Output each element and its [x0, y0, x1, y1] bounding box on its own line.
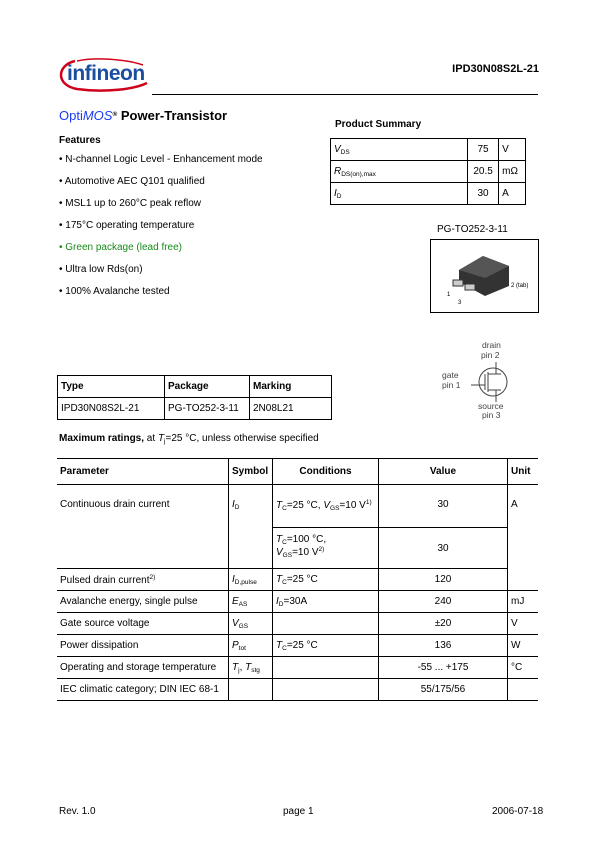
table-row: Avalanche energy, single pulse $E_{AS}$ $I_D=30A$ 240 mJ: [57, 591, 538, 613]
table-row: Power dissipation $P_{tot}$ $T_C=25$ °C 136 W: [57, 635, 538, 657]
table-row: $R_{DS(on),max}$ 20.5 mΩ: [331, 161, 526, 183]
footer-revision: Rev. 1.0: [59, 806, 96, 817]
feature-item: • N-channel Logic Level - Enhancement mode: [59, 154, 263, 165]
package-drawing-icon: [431, 240, 538, 312]
product-summary-heading: Product Summary: [335, 119, 422, 130]
table-row: $T_C=100$ °C, $V_{GS}=10$ $V^{2)}$ 30: [57, 528, 538, 569]
feature-item: • Automotive AEC Q101 qualified: [59, 176, 205, 187]
table-row: $I_D$ 30 A: [331, 183, 526, 205]
max-ratings-table: [57, 458, 538, 701]
table-row: Operating and storage temperature $T_j$, $T_{stg}$ -55 ... +175 °C: [57, 657, 538, 679]
max-ratings-caption: Maximum ratings, at $T_j=25$ °C, unless otherwise specified: [59, 433, 319, 445]
table-header: Parameter Symbol Conditions Value Unit: [57, 459, 538, 485]
table-header: Type Package Marking: [58, 376, 332, 398]
table-row: Pulsed drain current$^{2)}$ $I_{D,pulse}$ $T_C=25$ °C 120: [57, 569, 538, 591]
table-row: IEC climatic category; DIN IEC 68-1 55/175/56: [57, 679, 538, 701]
package-name: PG-TO252-3-11: [437, 224, 508, 235]
table-row: IPD30N08S2L-21 PG-TO252-3-11 2N08L21: [58, 398, 332, 420]
mosfet-symbol-icon: [465, 360, 510, 405]
logo-text: infineon: [67, 62, 145, 85]
feature-item: • 175°C operating temperature: [59, 220, 195, 231]
footer-date: 2006-07-18: [492, 806, 544, 817]
feature-item: • MSL1 up to 260°C peak reflow: [59, 198, 202, 209]
features-heading: Features: [59, 135, 101, 146]
feature-item: • Ultra low Rds(on): [59, 264, 143, 275]
product-summary-table: [330, 138, 526, 205]
part-number: IPD30N08S2L-21: [452, 63, 539, 75]
header-rule: [152, 94, 538, 95]
infineon-logo: [55, 55, 150, 95]
footer-page: page 1: [283, 806, 314, 817]
page-title: OptiMOS® Power-Transistor: [59, 108, 228, 123]
feature-item-green: • Green package (lead free): [59, 242, 183, 253]
type-table: [57, 375, 332, 420]
package-image: 1 3 2 (tab): [430, 239, 539, 313]
table-row: Gate source voltage $V_{GS}$ ±20 V: [57, 613, 538, 635]
table-row: Continuous drain current $I_D$ $T_C=25$ °C, $V_{GS}=10$ $V^{1)}$ 30 A: [57, 485, 538, 528]
mosfet-schematic: drain pin 2 gate pin 1 source pin 3: [440, 340, 520, 420]
table-row: $V_{DS}$ 75 V: [331, 139, 526, 161]
feature-item: • 100% Avalanche tested: [59, 286, 170, 297]
